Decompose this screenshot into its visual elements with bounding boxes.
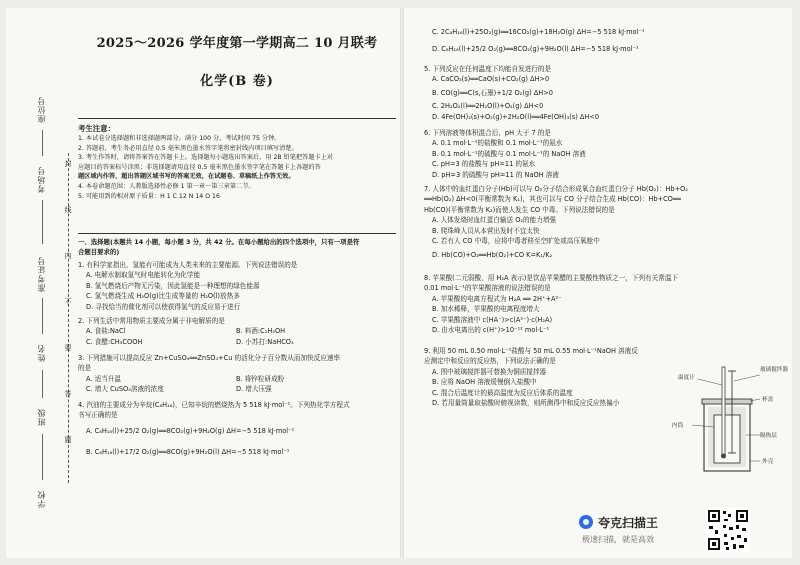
question-stem: 9. 利用 50 mL 0.50 mol·L⁻¹盐酸与 50 mL 0.55 mol·L⁻¹NaOH 溶液反 [424, 347, 638, 355]
option-b: B. 应将 NaOH 溶液缓慢倒入盐酸中 [432, 378, 537, 387]
notice-item: 3. 考生作答时，请将答案答在答题卡上。选择题每小题选出答案后，用 2B 铅笔把答题卡上对 [78, 154, 334, 162]
question-stem: Hb(CO)(平衡常数为 K₂)而使人发生 CO 中毒。下列说法错误的是 [424, 205, 615, 214]
question-3 [78, 353, 396, 395]
ticket-no-label: 准考证号 [37, 256, 46, 292]
notice-item: 应题目的答案标号涂黑；非选择题请用直径 0.5 毫米黑色墨水签字笔在答题卡上各题的答 [78, 163, 321, 171]
section-title-line: 一、选择题(本题共 14 小题，每小题 3 分，共 42 分。在每小题给出的四个选项中，只有一项是符 [78, 238, 360, 246]
notice-item: 1. 本试卷分选择题和非选择题两部分。满分 100 分，考试时间 75 分钟。 [78, 135, 281, 142]
seal-char: 答 [64, 390, 72, 398]
option-a: A. C₈H₁₈(l)+25/2 O₂(g)══8CO₂(g)+9H₂O(g) ΔH=−5 518 kJ·mol⁻¹ [86, 426, 295, 435]
scanned-exam-sheet [6, 8, 792, 558]
binding-rule [42, 298, 43, 334]
question-8 [424, 273, 742, 335]
option-a: A. 电解水制取氢气时电能转化为化学能 [86, 271, 201, 280]
option-a: A. CaCO₃(s)══CaO(s)+CO₂(g) ΔH>0 [432, 75, 550, 84]
question-4 [78, 400, 396, 459]
exam-subject: 化学(B 卷) [200, 74, 274, 89]
notice-item: 题区域内作答，超出答题区域书写的答案无效，在试题卷、草稿纸上作答无效。 [78, 173, 295, 181]
question-stem: 7. 人体中的血红蛋白分子(Hb)可以与 O₂分子结合形成氧合血红蛋白分子 Hb(O₂)：Hb+O₂ [424, 185, 688, 193]
thermometer-label: 温度计 [678, 375, 695, 381]
option-row [78, 337, 396, 347]
scanner-watermark [578, 513, 698, 553]
scanner-slogan: 极速扫描，就是高效 [582, 535, 654, 544]
question-stem: 3. 下列措施可以提高反应 Zn+CuSO₄══ZnSO₄+Cu 的活化分子百分数从而加快反应速率 [78, 354, 341, 362]
seal-char: 题 [64, 436, 72, 444]
section-title-line: 合题目要求的) [78, 248, 120, 256]
seal-char: 要 [64, 344, 72, 352]
option-a: A. 0.1 mol·L⁻¹的盐酸和 0.1 mol·L⁻¹的氨水 [432, 139, 563, 148]
option-d: D. 小苏打:NaHCO₃ [236, 337, 294, 346]
question-stem: 5. 下列反应在任何温度下均能自发进行的是 [424, 65, 552, 73]
option-b: B. CO(g)══C(s,石墨)+1/2 O₂(g) ΔH>0 [432, 88, 553, 97]
seat-label: 座位号 [37, 96, 46, 123]
question-stem: 8. 苹果酸(二元弱酸，用 H₂A 表示)是饮品苹果醋的主要酸性物质之一，下列有关常温下 [424, 274, 679, 282]
option-c: C. 2C₈H₁₈(l)+25O₂(g)══16CO₂(g)+18H₂O(g) ΔH=−5 518 kJ·mol⁻¹ [432, 28, 645, 36]
option-b: B. C₈H₁₈(l)+17/2 O₂(g)══8CO(g)+9H₂O(l) ΔH=−5 518 kJ·mol⁻¹ [86, 447, 290, 456]
class-label: 班级 [37, 408, 46, 426]
question-stem: 1. 有科学家指出，氢能有可能成为人类未来的主要能源。下列说法错误的是 [78, 261, 298, 269]
section-title [78, 237, 396, 257]
lid-label: 杯盖 [762, 397, 774, 403]
scanner-logo-icon [579, 515, 593, 529]
exam-page-1 [6, 8, 400, 558]
stirrer-label: 玻璃搅拌器 [760, 367, 788, 373]
question-stem: 2. 下列生活中常用物质主要成分属于非电解质的是 [78, 317, 225, 325]
outer-shell-label: 外壳 [762, 459, 774, 465]
exam-page-2 [404, 8, 792, 558]
question-4-continued [424, 26, 742, 56]
insulation-label: 隔热层 [760, 433, 777, 439]
school-label: 学校 [37, 490, 46, 508]
notice-box [78, 118, 396, 234]
option-c: C. 氢气燃烧生成 H₂O(g)比生成等量的 H₂O(l)放热多 [86, 292, 240, 301]
question-stem: 6. 下列溶液等体积混合后，pH 大于 7 的是 [424, 129, 551, 137]
option-d: D. 寻找恰当的催化剂可以使获得氢气的反应易于进行 [86, 302, 241, 311]
option-c: C. 食醋:CH₃COOH [86, 337, 143, 346]
seal-char: 内 [64, 252, 72, 260]
option-c: C. pH=3 的盐酸与 pH=11 的氨水 [432, 160, 536, 169]
option-c: C. 增大 CuSO₄溶液的浓度 [86, 385, 164, 394]
qr-code-icon [706, 508, 750, 552]
question-2 [78, 316, 396, 347]
seal-notice [62, 158, 74, 480]
option-b: B. 加水稀释，苹果酸的电离程度增大 [432, 305, 540, 314]
question-stem: 的是 [78, 364, 92, 373]
binding-rule [42, 434, 43, 480]
notice-heading: 考生注意： [78, 124, 115, 133]
binding-rule [42, 200, 43, 244]
option-a: A. 适当升温 [86, 374, 121, 383]
notice-item: 4. 本卷命题范围：人教版选择性必修 1 第一章～第三章第二节。 [78, 182, 255, 190]
seal-char: 封 [64, 160, 72, 168]
binding-rule [42, 130, 43, 156]
seal-char: 线 [64, 206, 72, 214]
exam-title: 2025～2026 学年度第一学期高二 10 月联考 [96, 36, 378, 51]
question-stem: ══Hb(O₂) ΔH<0(平衡常数为 K₁)，其也可以与 CO 分子结合生成 Hb(CO)：Hb+CO══ [424, 195, 681, 204]
question-stem: 0.01 mol·L⁻¹的苹果酸溶液的说法错误的是 [424, 284, 551, 293]
option-a: A. 食盐:NaCl [86, 327, 126, 336]
option-d: D. 由水电离出的 c(H⁺)>10⁻¹² mol·L⁻¹ [432, 326, 550, 335]
question-stem: 应测定中和反应的反应热，下列说法正确的是 [424, 357, 556, 366]
option-c: C. 苹果酸溶液中 c(HA⁻)>c(A²⁻)·c(H₂A) [432, 315, 553, 324]
option-d: D. 增大压强 [236, 385, 272, 394]
option-row [78, 326, 396, 336]
option-d: D. Hb(CO)+O₂══Hb(O₂)+CO K=K₁/K₂ [432, 251, 553, 260]
scanner-brand-name: 夸克扫描王 [598, 516, 659, 530]
seal-char: 不 [64, 298, 72, 306]
question-7 [424, 184, 742, 261]
calorimeter-figure [664, 365, 788, 477]
notice-item: 2. 答题前，考生务必用直径 0.5 毫米黑色墨水签字笔将密封线内项目填写清楚。 [78, 144, 298, 152]
name-label: 姓名 [37, 344, 46, 362]
option-c: C. 若有人 CO 中毒，应将中毒者移至空旷处或高压氧舱中 [432, 237, 600, 246]
option-row [78, 384, 396, 394]
question-5 [424, 64, 742, 122]
binding-rule [42, 370, 43, 398]
option-row [78, 374, 396, 384]
question-stem: 书写正确的是 [78, 411, 118, 420]
option-b: B. 爬珠峰人员从本营出发时不宜太快 [432, 226, 540, 235]
option-d: D. 若用量筒量取盐酸时俯视读数，则所测得中和反应反应热偏小 [432, 399, 620, 408]
option-c: C. 2H₂O₂(l)══2H₂O(l)+O₂(g) ΔH<0 [432, 102, 544, 111]
question-stem: 4. 汽油的主要成分为辛烷(C₈H₁₈)，已知辛烷的燃烧热为 5 518 kJ·mol⁻¹。下列热化学方程式 [78, 401, 350, 409]
option-b: B. 氢气燃烧后产物无污染，因此氢能是一种理想的绿色能源 [86, 281, 260, 290]
notice-item: 5. 可能用到的相对原子质量：H 1 C 12 N 14 O 16 [78, 192, 220, 200]
question-1 [78, 260, 396, 312]
inner-cup-label: 内筒 [672, 423, 684, 429]
option-b: B. 料酒:C₂H₅OH [236, 327, 286, 336]
question-6 [424, 128, 742, 180]
option-d: D. 4Fe(OH)₂(s)+O₂(g)+2H₂O(l)══4Fe(OH)₃(s) ΔH<0 [432, 112, 600, 121]
binding-strip [6, 8, 70, 558]
exam-no-label: 考场号 [37, 166, 46, 193]
option-d: D. pH=3 的硫酸与 pH=11 的 NaOH 溶液 [432, 170, 559, 179]
option-a: A. 人体发烧时血红蛋白输送 O₂的能力增强 [432, 216, 557, 225]
option-b: B. 将锌粒研成粉 [236, 374, 285, 383]
option-d: D. C₈H₁₈(l)+25/2 O₂(g)══8CO₂(g)+9H₂O(l) ΔH=−5 518 kJ·mol⁻¹ [432, 45, 639, 53]
option-c: C. 混合后温度计的最高温度为反应后体系的温度 [432, 388, 573, 397]
option-a: A. 苹果酸的电离方程式为 H₂A ══ 2H⁺+A²⁻ [432, 294, 562, 303]
option-b: B. 0.1 mol·L⁻¹的硫酸与 0.1 mol·L⁻¹的 NaOH 溶液 [432, 149, 586, 158]
option-a: A. 图中玻璃搅拌器可替换为铜质搅拌器 [432, 367, 547, 376]
